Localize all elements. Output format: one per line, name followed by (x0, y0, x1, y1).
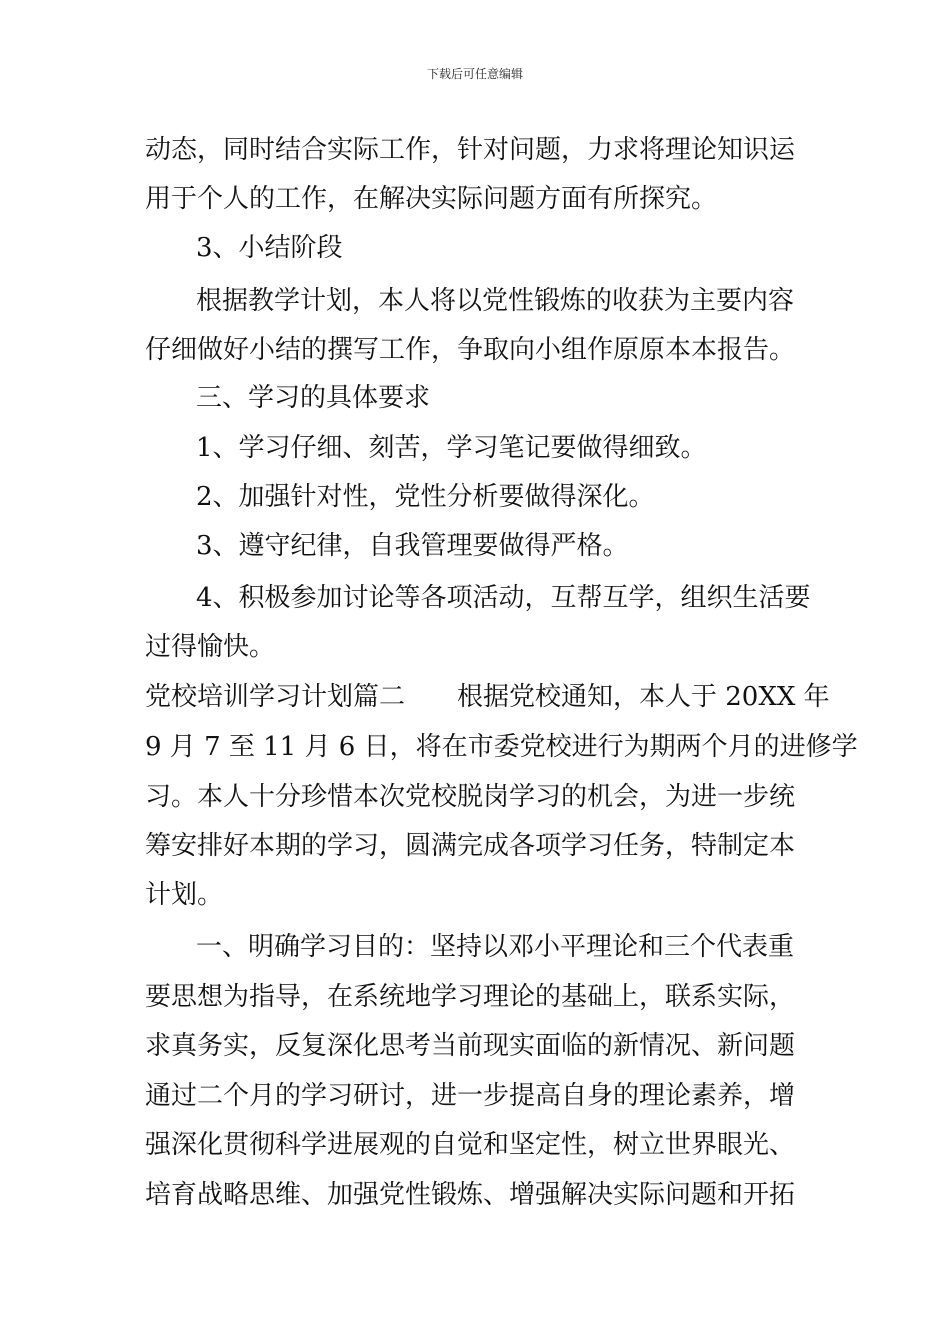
text-line-16: 计划。 (145, 880, 224, 910)
text-line-18: 要思想为指导，在系统地学习理论的基础上，联系实际， (145, 982, 796, 1012)
requirement-item-2: 2、加强针对性，党性分析要做得深化。 (196, 482, 655, 512)
text-line-22: 培育战略思维、加强党性锻炼、增强解决实际问题和开拓 (145, 1180, 796, 1210)
text-line-11: 过得愉快。 (145, 632, 276, 662)
section-heading-summary: 3、小结阶段 (196, 233, 343, 263)
text-line-13: 9 月 7 至 11 月 6 日，将在市委党校进行为期两个月的进修学 (145, 732, 858, 762)
text-line-19: 求真务实，反复深化思考当前现实面临的新情况、新问题 (145, 1031, 796, 1061)
requirement-item-3: 3、遵守纪律，自我管理要做得严格。 (196, 531, 629, 561)
text-line-21: 强深化贯彻科学进展观的自觉和坚定性，树立世界眼光、 (145, 1130, 796, 1160)
section-title-part-two: 党校培训学习计划篇二 根据党校通知，本人于 20XX 年 (145, 682, 830, 712)
page-header: 下载后可任意编辑 (426, 67, 523, 81)
requirement-item-4: 4、积极参加讨论等各项活动，互帮互学，组织生活要 (196, 583, 811, 613)
text-line-14: 习。本人十分珍惜本次党校脱岗学习的机会，为进一步统 (145, 782, 796, 812)
text-line-17: 一、明确学习目的：坚持以邓小平理论和三个代表重 (196, 932, 795, 962)
text-line-20: 通过二个月的学习研讨，进一步提高自身的理论素养，增 (145, 1081, 796, 1111)
text-line-5: 仔细做好小结的撰写工作，争取向小组作原原本本报告。 (145, 335, 796, 365)
text-line-4: 根据教学计划，本人将以党性锻炼的收获为主要内容 (196, 286, 795, 316)
text-line-15: 筹安排好本期的学习，圆满完成各项学习任务，特制定本 (145, 831, 796, 861)
text-line-1: 动态，同时结合实际工作，针对问题，力求将理论知识运 (145, 135, 796, 165)
section-heading-requirements: 三、学习的具体要求 (196, 383, 431, 413)
text-line-2: 用于个人的工作，在解决实际问题方面有所探究。 (145, 184, 718, 214)
requirement-item-1: 1、学习仔细、刻苦，学习笔记要做得细致。 (196, 433, 707, 463)
